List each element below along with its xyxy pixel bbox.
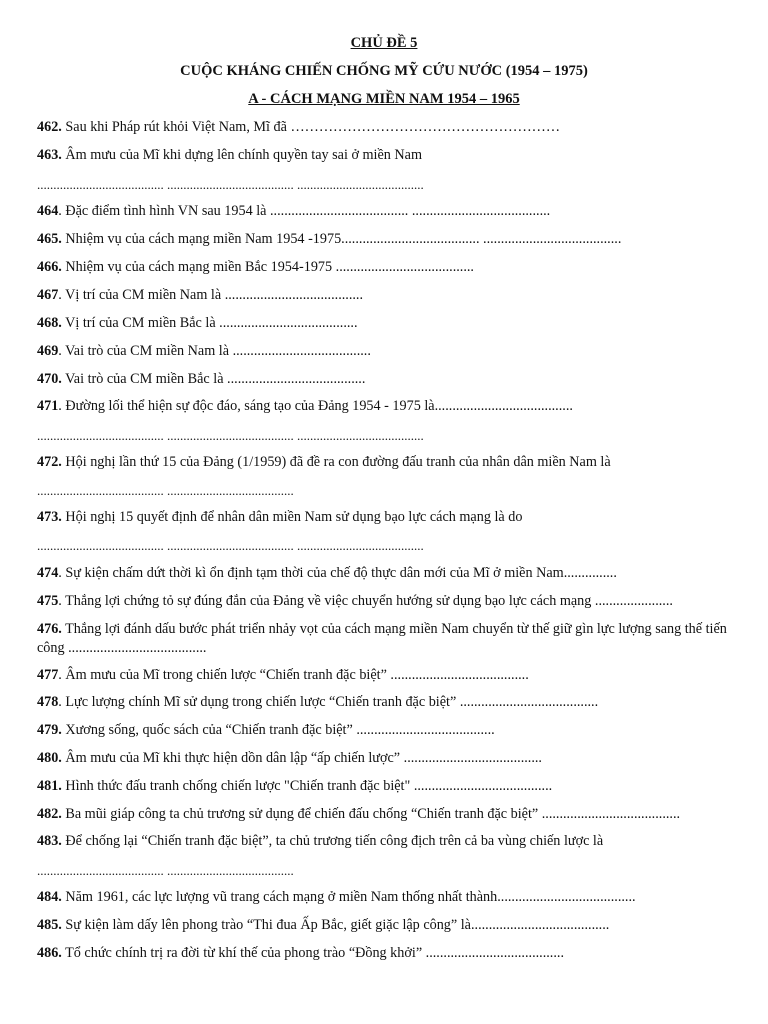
question-text: . Vị trí của CM miền Nam là ....................................... <box>58 287 364 303</box>
question-item <box>37 620 727 658</box>
question-item <box>37 721 737 740</box>
question-text: Sự kiện làm dấy lên phong trào “Thi đua Ấp Bắc, giết giặc lập công” là....................................... <box>61 917 610 933</box>
question-item <box>37 202 737 221</box>
question-text: Xương sống, quốc sách của “Chiến tranh đặc biệt” ....................................... <box>61 722 495 738</box>
question-number: 470. <box>37 371 62 387</box>
question-number: 471 <box>37 398 59 414</box>
question-number: 469 <box>37 343 59 359</box>
question-number: 463. <box>37 147 62 163</box>
question-item <box>37 693 737 712</box>
question-number: 482. <box>37 806 62 822</box>
question-item <box>37 286 737 305</box>
question-number: 468. <box>37 315 62 331</box>
question-number: 472. <box>37 454 62 470</box>
question-item <box>37 564 737 583</box>
question-item <box>37 832 737 851</box>
question-number: 485. <box>37 917 62 933</box>
section-heading: A - CÁCH MẠNG MIỀN NAM 1954 – 1965 <box>248 91 520 107</box>
question-number: 475 <box>37 593 59 609</box>
question-text: Tổ chức chính trị ra đời từ khí thế của phong trào “Đồng khởi” ....................................... <box>61 945 564 961</box>
question-item <box>37 397 737 416</box>
question-item <box>37 777 737 796</box>
question-item <box>37 342 737 361</box>
topic-subtitle: CUỘC KHÁNG CHIẾN CHỐNG MỸ CỨU NƯỚC (1954 – 1975) <box>180 63 588 79</box>
question-item <box>37 749 737 768</box>
question-number: 466. <box>37 259 62 275</box>
answer-blank-line: ....................................... ....................................... ....................................... <box>37 538 424 553</box>
question-item <box>37 453 737 472</box>
question-item <box>37 508 737 527</box>
question-text: Thắng lợi đánh dấu bước phát triển nhảy vọt của cách mạng miền Nam chuyển từ thế giữ gìn lực lượng sang thế tiến công ....................................... <box>37 621 727 656</box>
question-number: 465. <box>37 231 62 247</box>
question-text: . Âm mưu của Mĩ trong chiến lược “Chiến tranh đặc biệt” ....................................... <box>58 667 529 683</box>
question-item <box>37 258 737 277</box>
question-text: Vị trí của CM miền Bắc là ....................................... <box>61 315 358 331</box>
question-number: 474 <box>37 565 59 581</box>
question-text: Sau khi Pháp rút khỏi Việt Nam, Mĩ đã ………………………………………………… <box>61 119 561 135</box>
question-text: Nhiệm vụ của cách mạng miền Bắc 1954-1975 ....................................... <box>61 259 474 275</box>
question-number: 473. <box>37 509 62 525</box>
question-item <box>37 146 737 165</box>
question-text: Hội nghị lần thứ 15 của Đảng (1/1959) đã đề ra con đường đấu tranh của nhân dân miền Nam là <box>61 454 611 470</box>
question-text: Âm mưu của Mĩ khi thực hiện dồn dân lập “ấp chiến lược” ....................................... <box>61 750 542 766</box>
question-number: 477 <box>37 667 59 683</box>
question-item <box>37 944 737 963</box>
question-item <box>37 592 737 611</box>
question-number: 476. <box>37 621 62 637</box>
question-number: 480. <box>37 750 62 766</box>
question-item <box>37 888 737 907</box>
question-number: 478 <box>37 694 59 710</box>
question-text: Để chống lại “Chiến tranh đặc biệt”, ta chủ trương tiến công địch trên cả ba vùng chiến lược là <box>61 833 604 849</box>
question-text: . Sự kiện chấm dứt thời kì ổn định tạm thời của chế độ thực dân mới của Mĩ ở miền Nam............... <box>58 565 617 581</box>
question-text: Ba mũi giáp công ta chủ trương sử dụng để chiến đấu chống “Chiến tranh đặc biệt” ....................................... <box>61 806 681 822</box>
question-text: Hình thức đấu tranh chống chiến lược "Chiến tranh đặc biệt" ....................................... <box>61 778 553 794</box>
question-text: Hội nghị 15 quyết định để nhân dân miền Nam sử dụng bạo lực cách mạng là do <box>61 509 523 525</box>
question-text: . Đặc điểm tình hình VN sau 1954 là ....................................... ....................................... <box>58 203 551 219</box>
answer-blank-line: ....................................... ....................................... <box>37 483 294 498</box>
question-number: 462. <box>37 119 62 135</box>
question-text: Âm mưu của Mĩ khi dựng lên chính quyền tay sai ở miền Nam <box>61 147 422 163</box>
question-item <box>37 666 737 685</box>
question-number: 486. <box>37 945 62 961</box>
question-item <box>37 314 737 333</box>
question-number: 467 <box>37 287 59 303</box>
question-text: Vai trò của CM miền Bắc là ....................................... <box>61 371 366 387</box>
question-item <box>37 230 737 249</box>
question-number: 464 <box>37 203 59 219</box>
question-item <box>37 916 737 935</box>
question-text: . Thắng lợi chứng tỏ sự đúng đắn của Đảng về việc chuyển hướng sử dụng bạo lực cách mạng ...................... <box>58 593 673 609</box>
question-number: 484. <box>37 889 62 905</box>
question-text: Nhiệm vụ của cách mạng miền Nam 1954 -1975....................................... ....................................... <box>61 231 622 247</box>
answer-blank-line: ....................................... ....................................... ....................................... <box>37 428 424 443</box>
topic-title: CHỦ ĐỀ 5 <box>350 35 418 51</box>
answer-blank-line: ....................................... ....................................... ....................................... <box>37 177 424 192</box>
question-text: . Lực lượng chính Mĩ sử dụng trong chiến lược “Chiến tranh đặc biệt” ....................................... <box>58 694 599 710</box>
question-item <box>37 805 737 824</box>
question-item <box>37 370 737 389</box>
question-number: 483. <box>37 833 62 849</box>
question-text: . Đường lối thể hiện sự độc đáo, sáng tạo của Đảng 1954 - 1975 là....................................... <box>58 398 573 414</box>
answer-blank-line: ....................................... ....................................... <box>37 863 294 878</box>
question-number: 479. <box>37 722 62 738</box>
question-text: . Vai trò của CM miền Nam là ....................................... <box>58 343 371 359</box>
question-number: 481. <box>37 778 62 794</box>
question-text: Năm 1961, các lực lượng vũ trang cách mạng ở miền Nam thống nhất thành....................................... <box>61 889 636 905</box>
question-item <box>37 118 737 137</box>
